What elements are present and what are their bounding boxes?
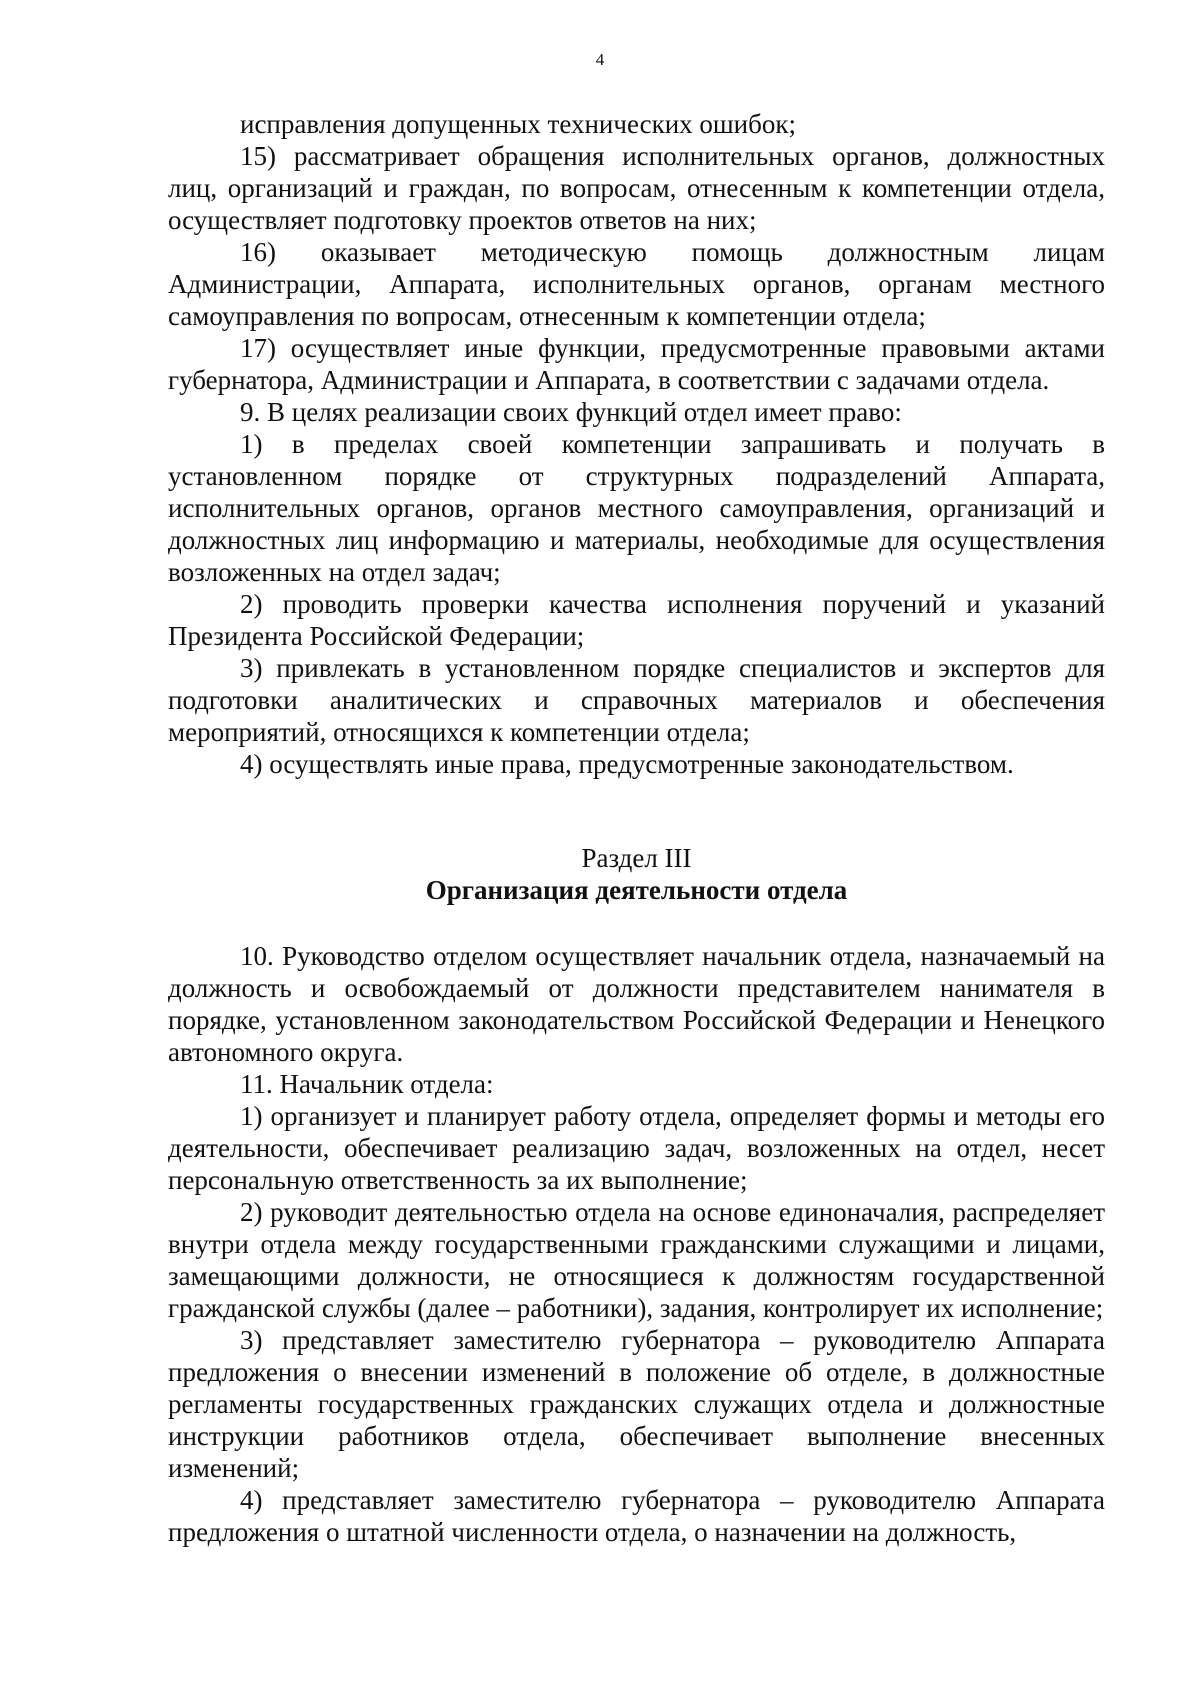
paragraph-continuation: исправления допущенных технических ошибок; bbox=[240, 109, 796, 139]
paragraph-duty-1: 1) организует и планирует работу отдела, определяет формы и методы его деятельности, обеспечивает реализацию задач, возложенных на отдел, несет персональную ответственность за их выполнение; bbox=[168, 1101, 1105, 1195]
paragraph-right-3: 3) привлекать в установленном порядке специалистов и экспертов для подготовки аналитических и справочных материалов и обеспечения мероприятий, относящихся к компетенции отдела; bbox=[168, 653, 1105, 747]
section-body bbox=[168, 940, 1105, 1548]
paragraph-item-16: 16) оказывает методическую помощь должностным лицам Администрации, Аппарата, исполнительных органов, органам местного самоуправления по вопросам, отнесенным к компетенции отдела; bbox=[168, 237, 1105, 331]
paragraph-right-1: 1) в пределах своей компетенции запрашивать и получать в установленном порядке от структурных подразделений Аппарата, исполнительных органов, органов местного самоуправления, организаций и должностных лиц информацию и материалы, необходимые для осуществления возложенных на отдел задач; bbox=[168, 429, 1105, 587]
page-number: 4 bbox=[595, 50, 605, 69]
paragraph-right-2: 2) проводить проверки качества исполнения поручений и указаний Президента Российской Федерации; bbox=[168, 589, 1105, 651]
paragraph-item-15: 15) рассматривает обращения исполнительных органов, должностных лиц, организаций и граждан, по вопросам, отнесенным к компетенции отдела, осуществляет подготовку проектов ответов на них; bbox=[168, 141, 1105, 235]
paragraph-right-4: 4) осуществлять иные права, предусмотренные законодательством. bbox=[240, 749, 1014, 779]
paragraph-item-17: 17) осуществляет иные функции, предусмотренные правовыми актами губернатора, Администрации и Аппарата, в соответствии с задачами отдела. bbox=[168, 333, 1105, 395]
section-label: Раздел III bbox=[581, 843, 692, 873]
paragraph-clause-10: 10. Руководство отделом осуществляет начальник отдела, назначаемый на должность и освобождаемый от должности представителем нанимателя в порядке, установленном законодательством Российской Федерации и Ненецкого автономного округа. bbox=[168, 941, 1105, 1067]
section-title: Организация деятельности отдела bbox=[425, 875, 848, 905]
paragraph-duty-3: 3) представляет заместителю губернатора – руководителю Аппарата предложения о внесении изменений в положение об отделе, в должностные регламенты государственных гражданских служащих отдела и должностные инструкции работников отдела, обеспечивает выполнение внесенных изменений; bbox=[168, 1325, 1105, 1483]
paragraph-clause-9: 9. В целях реализации своих функций отдел имеет право: bbox=[240, 397, 902, 427]
section-heading bbox=[168, 842, 1105, 906]
paragraph-clause-11: 11. Начальник отдела: bbox=[240, 1069, 494, 1099]
paragraph-duty-4: 4) представляет заместителю губернатора – руководителю Аппарата предложения о штатной численности отдела, о назначении на должность, bbox=[168, 1485, 1105, 1547]
paragraph-duty-2: 2) руководит деятельностью отдела на основе единоначалия, распределяет внутри отдела между государственными гражданскими служащими и лицами, замещающими должности, не относящиеся к должностям государственной гражданской службы (далее – работники), задания, контролирует их исполнение; bbox=[168, 1197, 1105, 1323]
document-body bbox=[168, 108, 1105, 1548]
